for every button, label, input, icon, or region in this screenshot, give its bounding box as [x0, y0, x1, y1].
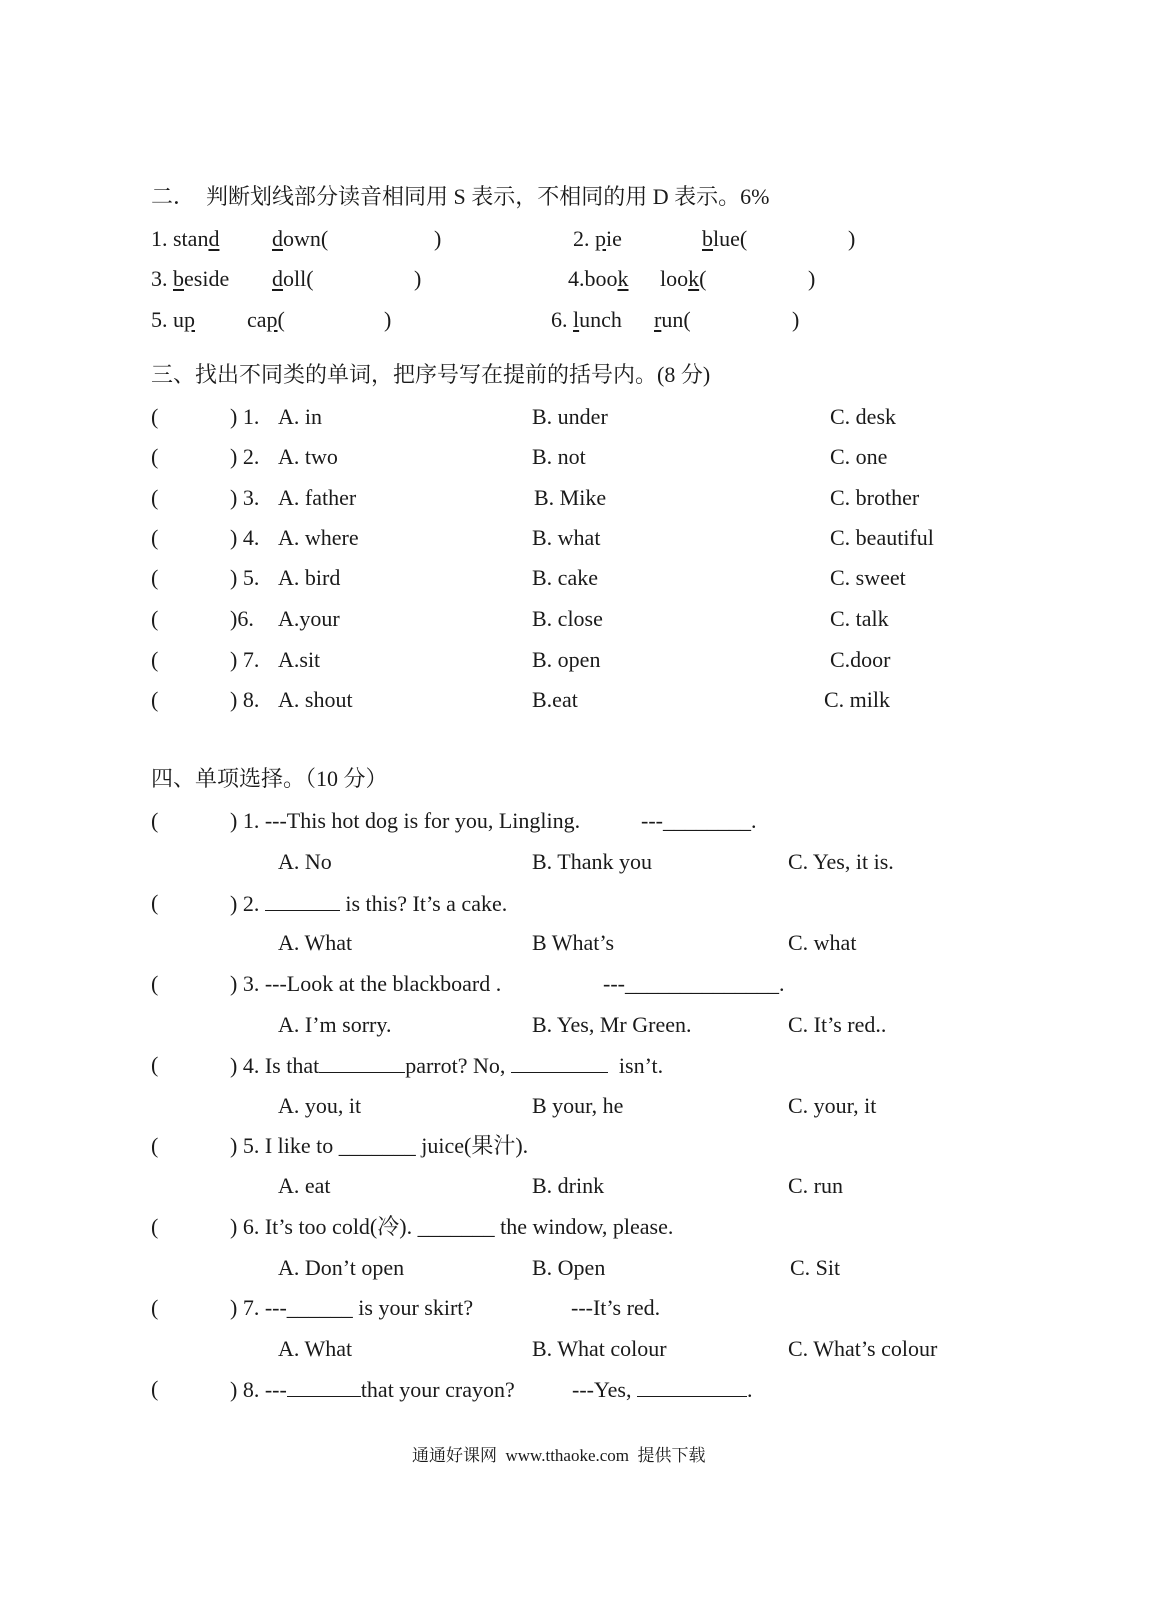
s3-item-number: ) 8.: [230, 687, 260, 712]
s3-option-c: C. brother: [830, 485, 920, 510]
s3-option-b: B. under: [532, 404, 608, 429]
s3-paren: (: [151, 444, 159, 469]
s3-option-c: C. talk: [830, 606, 889, 631]
q3-stem: ) 3. ---Look at the blackboard .: [230, 971, 502, 996]
q5-option-b: B. drink: [532, 1173, 605, 1198]
s3-option-b: B. not: [532, 444, 586, 469]
s2-item-4-close: ): [808, 266, 816, 291]
s2-item-1-close: ): [434, 226, 442, 251]
s2-item-3-close: ): [414, 266, 422, 291]
q7-option-c: C. What’s colour: [788, 1336, 938, 1361]
s2-item-2-compare: blue(: [702, 226, 748, 251]
q2-option-b: B What’s: [532, 930, 615, 955]
q8-paren: (: [151, 1376, 159, 1401]
q7-option-a: A. What: [278, 1336, 353, 1361]
q1-option-c: C. Yes, it is.: [788, 849, 894, 874]
s2-item-4-compare: look(: [660, 266, 707, 291]
s3-paren: (: [151, 565, 159, 590]
s3-item-number: ) 2.: [230, 444, 260, 469]
q1-answer: ---________.: [641, 808, 757, 833]
q2-stem: ) 2. is this? It’s a cake.: [230, 891, 508, 916]
q2-paren: (: [151, 890, 159, 915]
q2-option-c: C. what: [788, 930, 857, 955]
s3-option-a: A.your: [278, 606, 340, 631]
q4-stem: ) 4. Is that parrot? No, isn’t.: [230, 1053, 664, 1078]
q3-paren: (: [151, 971, 159, 996]
q4-paren: (: [151, 1052, 159, 1077]
q1-option-a: A. No: [278, 849, 332, 874]
s3-paren: (: [151, 525, 159, 550]
s3-option-b: B. close: [532, 606, 603, 631]
q6-stem: ) 6. It’s too cold(冷). _______ the window, please.: [230, 1214, 674, 1239]
q4-option-a: A. you, it: [278, 1093, 362, 1118]
s3-item-number: ) 3.: [230, 485, 260, 510]
q3-answer: ---______________.: [603, 971, 785, 996]
q6-option-a: A. Don’t open: [278, 1255, 405, 1280]
s3-option-c: C. one: [830, 444, 888, 469]
s2-item-6-compare: run(: [654, 307, 691, 332]
q5-option-a: A. eat: [278, 1173, 331, 1198]
s3-option-c: C.door: [830, 647, 891, 672]
q3-option-c: C. It’s red..: [788, 1012, 887, 1037]
s2-item-5-close: ): [384, 307, 392, 332]
q3-option-b: B. Yes, Mr Green.: [532, 1012, 692, 1037]
page-footer: 通通好课网 www.tthaoke.com 提供下载: [412, 1446, 706, 1465]
q7-paren: (: [151, 1295, 159, 1320]
s3-option-b: B. Mike: [534, 485, 607, 510]
s3-option-a: A. father: [278, 485, 357, 510]
s2-item-1-compare: down(: [272, 226, 329, 251]
q1-paren: (: [151, 808, 159, 833]
s3-option-a: A. bird: [278, 565, 341, 590]
s3-paren: (: [151, 485, 159, 510]
s3-item-number: ) 5.: [230, 565, 260, 590]
q3-option-a: A. I’m sorry.: [278, 1012, 392, 1037]
s3-paren: (: [151, 647, 159, 672]
s2-item-4: 4.book: [568, 266, 629, 291]
section-two-title: 二． 判断划线部分读音相同用 S 表示，不相同的用 D 表示。6%: [151, 184, 770, 209]
s2-item-2-close: ): [848, 226, 856, 251]
s2-item-5: 5. up: [151, 307, 195, 332]
s3-option-a: A. two: [278, 444, 338, 469]
q8-answer: ---Yes, .: [572, 1377, 753, 1402]
s3-paren: (: [151, 606, 159, 631]
s3-option-b: B. open: [532, 647, 601, 672]
s3-option-b: B. cake: [532, 565, 598, 590]
s3-option-b: B.eat: [532, 687, 578, 712]
s3-paren: (: [151, 404, 159, 429]
q1-stem: ) 1. ---This hot dog is for you, Lingling.: [230, 808, 581, 833]
q8-stem: ) 8. --- that your crayon?: [230, 1377, 515, 1402]
q5-stem: ) 5. I like to _______ juice(果汁).: [230, 1133, 529, 1158]
s2-item-5-compare: cap(: [247, 307, 285, 332]
q5-option-c: C. run: [788, 1173, 843, 1198]
s2-item-6: 6. lunch: [551, 307, 622, 332]
s3-item-number: ) 4.: [230, 525, 260, 550]
q6-option-b: B. Open: [532, 1255, 606, 1280]
s2-item-2: 2. pie: [573, 226, 622, 251]
s2-item-3-compare: doll(: [272, 266, 314, 291]
q7-stem: ) 7. ---______ is your skirt?: [230, 1295, 474, 1320]
q6-paren: (: [151, 1214, 159, 1239]
s3-option-a: A. shout: [278, 687, 353, 712]
s3-option-a: A.sit: [278, 647, 321, 672]
s2-item-3: 3. beside: [151, 266, 230, 291]
section-three-title: 三、找出不同类的单词，把序号写在提前的括号内。(8 分): [151, 362, 711, 387]
q7-option-b: B. What colour: [532, 1336, 667, 1361]
s3-option-c: C. beautiful: [830, 525, 934, 550]
s2-item-1: 1. stand: [151, 226, 220, 251]
q7-answer: ---It’s red.: [571, 1295, 661, 1320]
q1-option-b: B. Thank you: [532, 849, 652, 874]
s3-option-c: C. desk: [830, 404, 896, 429]
q6-option-c: C. Sit: [790, 1255, 841, 1280]
s3-option-a: A. where: [278, 525, 359, 550]
s3-item-number: ) 1.: [230, 404, 260, 429]
s3-item-number: ) 7.: [230, 647, 260, 672]
q2-option-a: A. What: [278, 930, 353, 955]
q4-option-b: B your, he: [532, 1093, 624, 1118]
s3-paren: (: [151, 687, 159, 712]
s3-option-c: C. milk: [824, 687, 891, 712]
s3-item-number: )6.: [230, 606, 254, 631]
s3-option-b: B. what: [532, 525, 601, 550]
s3-option-a: A. in: [278, 404, 322, 429]
s2-item-6-close: ): [792, 307, 800, 332]
section-four-title: 四、单项选择。（10 分）: [151, 766, 388, 791]
s3-option-c: C. sweet: [830, 565, 906, 590]
q5-paren: (: [151, 1133, 159, 1158]
q4-option-c: C. your, it: [788, 1093, 877, 1118]
